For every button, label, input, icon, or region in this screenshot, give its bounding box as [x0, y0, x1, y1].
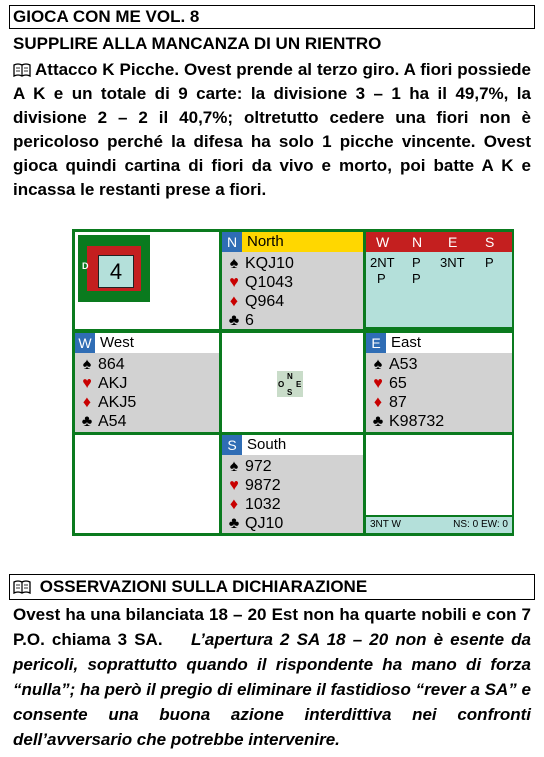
auction-col-w: W [376, 234, 390, 250]
intro-text: Attacco K Picche. Ovest prende al terzo giro. A fiori possiede A K e un totale di 9 carte: la divisione 3 – 1 ha il 49,7%, la divisione 2 – 2 il 40,7%; oltretutto cedere una fiori non è pericoloso perché la difesa ha solo 1 picche vincente. Ovest gioca quindi cartina di fiori da vivo e morto, poi batte A K e incassa le restanti prese a fiori. [13, 60, 531, 199]
spade-icon: ♠ [229, 458, 239, 475]
west-spades [79, 355, 125, 375]
hand-header-east [366, 333, 512, 353]
seat-west: W [75, 333, 95, 353]
east-spades-cards: A53 [389, 356, 418, 373]
compass-s: S [287, 388, 293, 397]
player-name-west: West [100, 334, 134, 351]
hand-east [366, 333, 512, 432]
player-name-east: East [391, 334, 422, 351]
west-hearts [79, 374, 127, 394]
auction-col-n: N [412, 234, 423, 250]
heart-icon: ♥ [82, 375, 92, 392]
book-icon [13, 580, 31, 594]
auction-row-1 [366, 253, 512, 269]
board-number: 4 [98, 255, 134, 288]
observations-title-text: OSSERVAZIONI SULLA DICHIARAZIONE [39, 577, 368, 596]
book-icon [13, 63, 31, 77]
south-clubs-cards: QJ10 [245, 515, 284, 532]
observations-text [13, 602, 531, 752]
south-hearts-cards: 9872 [245, 477, 281, 494]
diamond-icon: ♦ [373, 394, 383, 411]
observations-plain: Ovest ha una bilanciata 18 – 20 Est non ha quarte nobili e con 7 P.O. chiama 3 SA. [13, 605, 531, 649]
spade-icon: ♠ [373, 356, 383, 373]
south-hearts [226, 476, 281, 496]
west-diamonds-cards: AKJ5 [98, 394, 137, 411]
diamond-icon: ♦ [229, 496, 239, 513]
intro-paragraph [13, 58, 531, 202]
result-contract: 3NT W [370, 519, 401, 530]
player-name-north: North [247, 233, 284, 250]
west-spades-cards: 864 [98, 356, 125, 373]
auction-col-e: E [448, 234, 458, 250]
east-clubs-cards: K98732 [389, 413, 445, 430]
south-diamonds [226, 495, 281, 515]
club-icon: ♣ [81, 413, 93, 430]
heart-icon: ♥ [229, 274, 239, 291]
south-clubs [226, 514, 283, 534]
auction-panel [366, 232, 512, 327]
empty-cell-sw [75, 435, 219, 533]
bid: P [485, 255, 494, 270]
east-diamonds [370, 393, 407, 413]
club-icon: ♣ [372, 413, 384, 430]
hand-header-south [222, 435, 363, 455]
club-icon: ♣ [228, 515, 240, 532]
observations-italic: L’apertura 2 SA 18 – 20 non è esente da pericoli, soprattutto quando il rispondente ha mano di forza “nulla”; ha però il pregio di eliminare il fastidioso “rever a SA” e consente una buona azione interdittiva nei confronti dell’avversario che potrebbe intervenire. [13, 630, 531, 749]
section-subtitle: SUPPLIRE ALLA MANCANZA DI UN RIENTRO [13, 34, 382, 53]
west-clubs [79, 412, 126, 432]
dealer-frame [78, 235, 150, 302]
result-bar [366, 517, 512, 533]
diamond-icon: ♦ [229, 293, 239, 310]
hand-north [222, 232, 363, 329]
heart-icon: ♥ [229, 477, 239, 494]
west-hearts-cards: AKJ [98, 375, 128, 392]
spade-icon: ♠ [229, 255, 239, 272]
seat-south: S [222, 435, 242, 455]
north-diamonds-cards: Q964 [245, 293, 285, 310]
club-icon: ♣ [228, 312, 240, 329]
result-score: NS: 0 EW: 0 [453, 519, 508, 530]
south-spades [226, 457, 272, 477]
dealer-label: D [82, 261, 89, 271]
south-spades-cards: 972 [245, 458, 272, 475]
auction-row-2 [366, 269, 512, 285]
north-diamonds [226, 292, 284, 312]
hand-south [222, 435, 363, 533]
heart-icon: ♥ [373, 375, 383, 392]
east-diamonds-cards: 87 [389, 394, 407, 411]
bid: 3NT [440, 255, 465, 270]
north-clubs-cards: 6 [245, 312, 254, 329]
compass-w: O [278, 380, 285, 389]
north-spades [226, 254, 294, 274]
east-clubs [370, 412, 444, 432]
hand-west [75, 333, 219, 432]
north-hearts [226, 273, 293, 293]
auction-col-s: S [485, 234, 495, 250]
bridge-board [72, 229, 514, 536]
seat-north: N [222, 232, 242, 252]
page-title: GIOCA CON ME VOL. 8 [13, 7, 200, 26]
dealer-cell [75, 232, 219, 329]
north-spades-cards: KQJ10 [245, 255, 294, 272]
bid: P [377, 271, 386, 286]
hand-header-west [75, 333, 219, 353]
north-clubs [226, 311, 254, 331]
player-name-south: South [247, 436, 287, 453]
empty-cell-se [366, 435, 512, 515]
hand-header-north [222, 232, 363, 252]
south-diamonds-cards: 1032 [245, 496, 281, 513]
compass-icon [277, 371, 303, 397]
east-spades [370, 355, 417, 375]
east-hearts-cards: 65 [389, 375, 407, 392]
bid: 2NT [370, 255, 395, 270]
compass-n: N [287, 372, 293, 381]
diamond-icon: ♦ [82, 394, 92, 411]
north-hearts-cards: Q1043 [245, 274, 294, 291]
auction-header [366, 232, 512, 252]
observations-title [13, 577, 367, 597]
west-clubs-cards: A54 [98, 413, 127, 430]
seat-east: E [366, 333, 386, 353]
bid: P [412, 255, 421, 270]
table-center [222, 333, 363, 432]
compass-e: E [296, 380, 302, 389]
east-hearts [370, 374, 407, 394]
spade-icon: ♠ [82, 356, 92, 373]
bid: P [412, 271, 421, 286]
west-diamonds [79, 393, 136, 413]
